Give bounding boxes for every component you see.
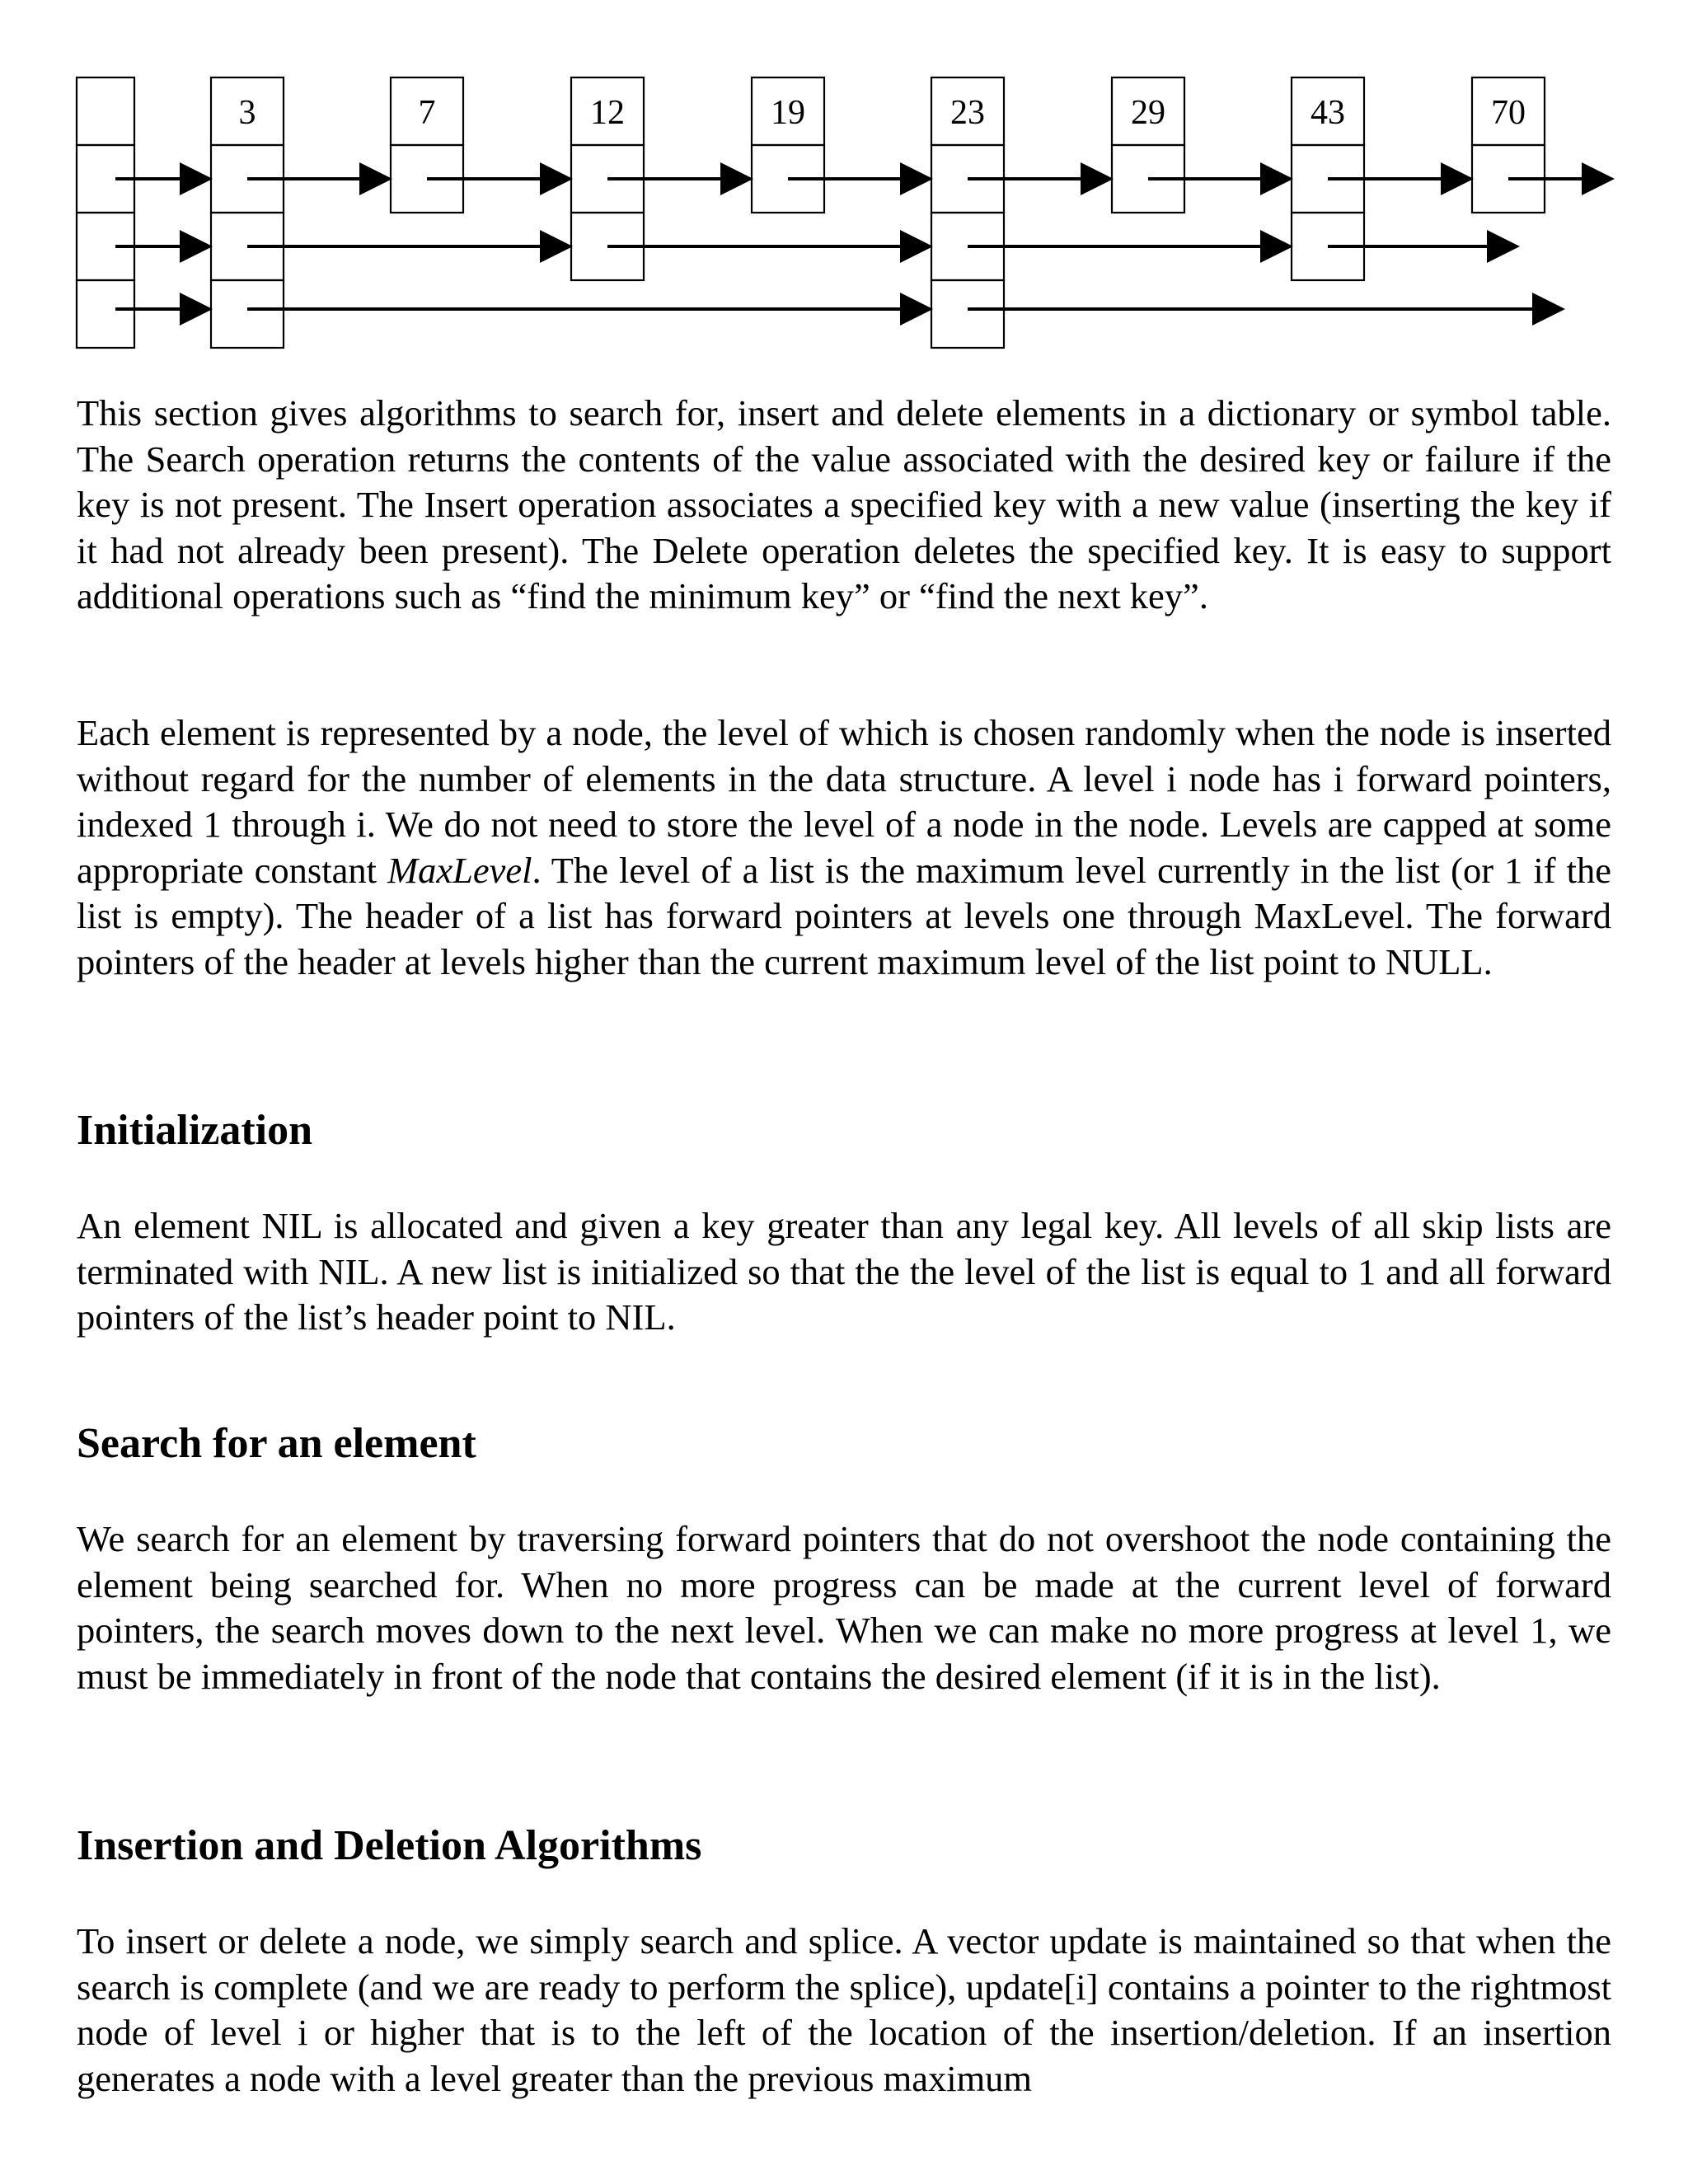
node-cell — [931, 280, 1004, 348]
node-cell — [211, 280, 284, 348]
node-key-label: 7 — [418, 94, 436, 132]
search-paragraph: We search for an element by traversing forward pointers that do not overshoot the node containing the element being searched for. When no more progress can be made at the current level of forward pointers, the search moves down to the next level. When we can make no more progress at level 1, we must be immediately in front of the node that contains the desired element (if it is in the list). — [77, 1518, 1611, 1697]
intro-paragraph: This section gives algorithms to search for, insert and delete elements in a dictionary or symbol table. The Search operation returns the contents of the value associated with the desired key or failure if the key is not present. The Insert operation associates a specified key with a new value (inserting the key if it had not already been present). The Delete operation deletes the specified key. It is easy to support additional operations such as “find the minimum key” or “find the next key”. — [77, 392, 1611, 616]
node-key-label: 19 — [771, 94, 805, 132]
skip-list-diagram — [0, 0, 1688, 354]
insertion-deletion-heading: Insertion and Deletion Algorithms — [77, 1822, 702, 1869]
initialization-heading: Initialization — [77, 1107, 313, 1154]
header-cell — [77, 77, 134, 145]
maxlevel-term: MaxLevel — [387, 849, 532, 891]
node-key-label: 12 — [590, 94, 625, 132]
node-key-label: 70 — [1491, 94, 1526, 132]
node-key-label: 23 — [950, 94, 985, 132]
node-key-label: 3 — [238, 94, 256, 132]
node-key-label: 29 — [1131, 94, 1165, 132]
node-level-paragraph — [77, 710, 1611, 985]
node-level-text-end: . The level of a list is the maximum level currently in the list (or 1 if the list is empty). The header of a list has forward pointers at levels one through MaxLevel. The forward pointers of the header at levels higher than the current maximum level of the list point to NULL. — [77, 849, 1611, 982]
node-key-label: 43 — [1311, 94, 1345, 132]
search-heading: Search for an element — [77, 1420, 476, 1467]
header-cell — [77, 280, 134, 348]
node-level-text-start: Each element is represented by a node, the level of which is chosen randomly when the node is inserted without regard for the number of elements in the data structure. A level i node has i forward pointers, indexed 1 through i. We do not need to store the level of a node in the node. Levels are capped at some appropriate constant — [77, 712, 1611, 891]
initialization-paragraph: An element NIL is allocated and given a key greater than any legal key. All levels of all skip lists are terminated with NIL. A new list is initialized so that the the level of the list is equal to 1 and all forward pointers of the list’s header point to NIL. — [77, 1205, 1611, 1338]
insertion-deletion-paragraph: To insert or delete a node, we simply search and splice. A vector update is maintained so that when the search is complete (and we are ready to perform the splice), update[i] contains a pointer to the rightmost node of level i or higher that is to the left of the location of the insertion/deletion. If an insertion generates a node with a level greater than the previous maximum — [77, 1920, 1611, 2099]
